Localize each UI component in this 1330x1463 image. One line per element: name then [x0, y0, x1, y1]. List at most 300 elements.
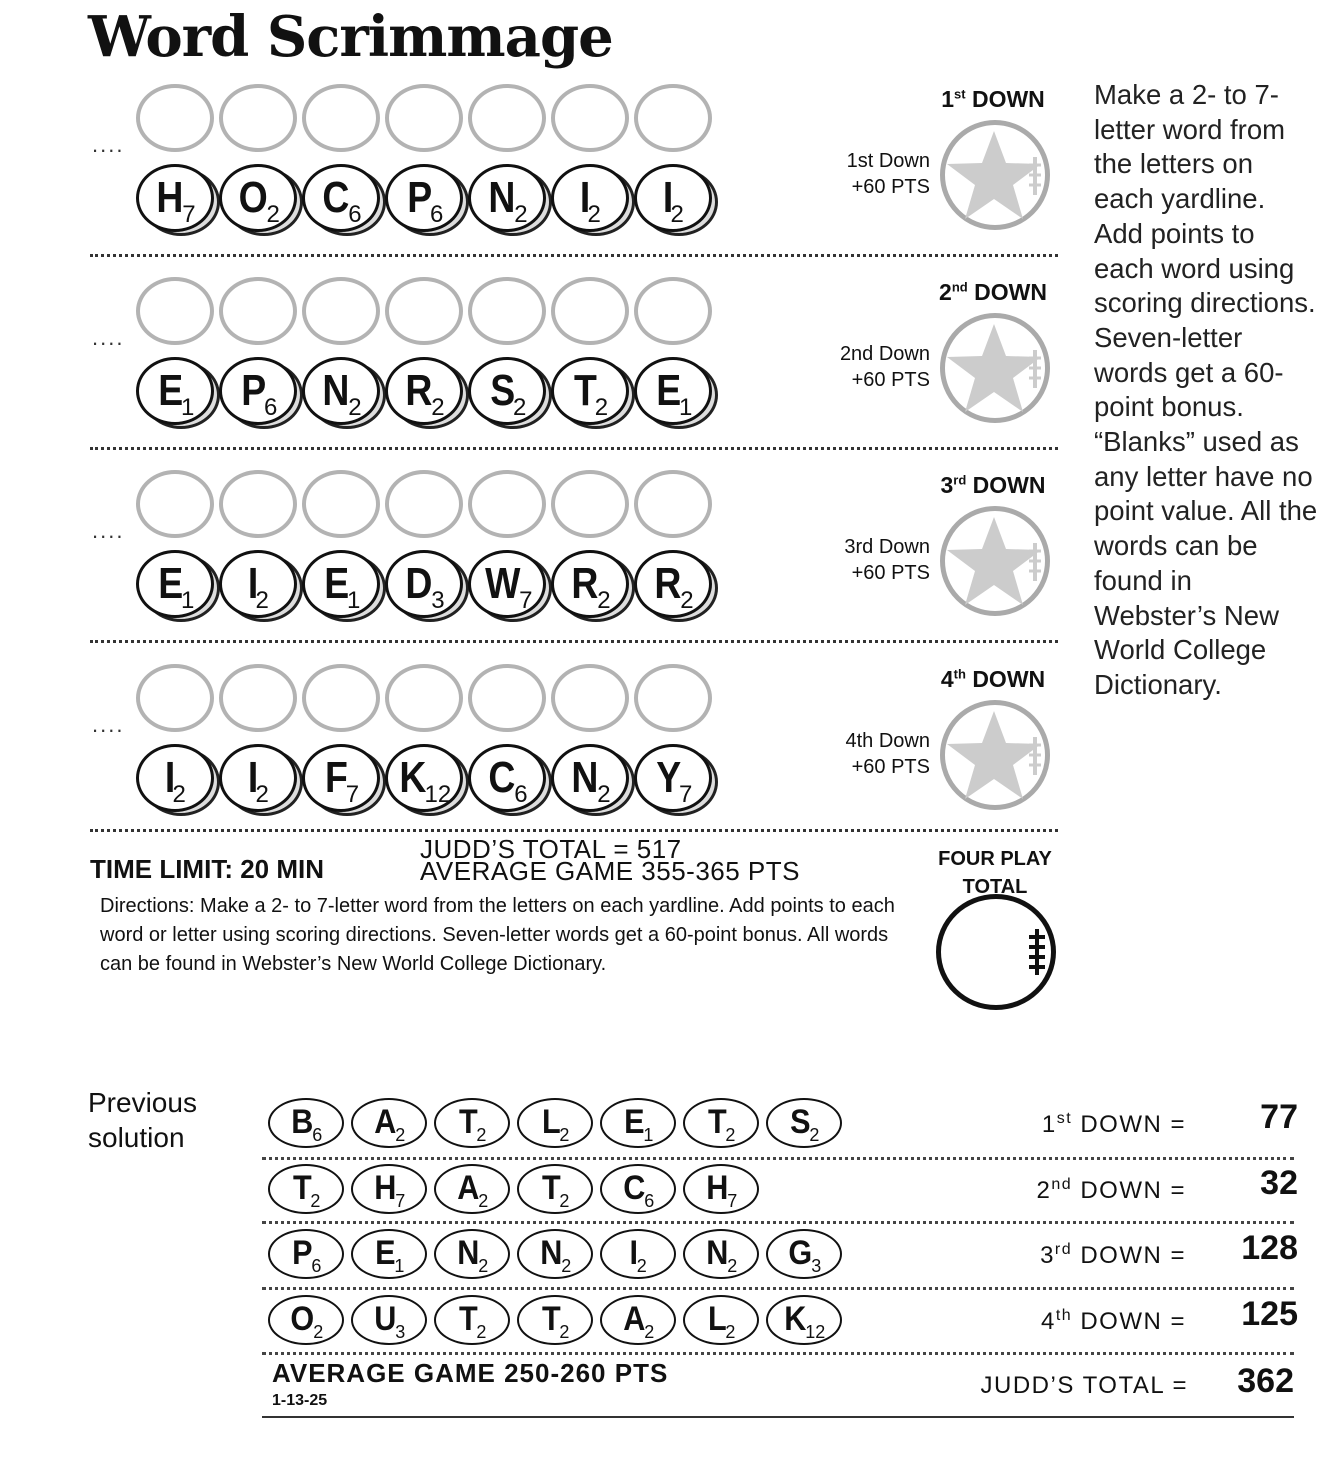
solution-down-number: 4 [1040, 1308, 1056, 1335]
yardline-separator [90, 254, 1058, 257]
solution-tile [268, 1295, 344, 1345]
solution-tile-value: 2 [725, 1322, 736, 1342]
solution-judd-score: 362 [1237, 1362, 1294, 1400]
tile-letter: F [324, 753, 348, 802]
solution-down-score: 32 [1260, 1164, 1298, 1202]
solution-row-4 [268, 1295, 1298, 1355]
solution-tile-letter: K [783, 1300, 807, 1338]
solution-down-label [1042, 1110, 1186, 1139]
solution-tile-letter: I [629, 1234, 639, 1272]
down-ordinal: nd [951, 279, 968, 295]
letter-tile[interactable] [385, 164, 465, 234]
down-number: 1 [941, 86, 954, 112]
solution-tile-value: 2 [478, 1191, 489, 1211]
solution-tile [434, 1098, 510, 1148]
tile-value: 2 [597, 587, 611, 614]
tile-face [302, 357, 380, 425]
solution-tile-letter: T [458, 1300, 478, 1338]
down-score-input[interactable] [940, 120, 1050, 230]
down-bonus-label [810, 534, 930, 586]
judd-total-block [420, 834, 800, 886]
down-bonus-label [810, 728, 930, 780]
solution-tile-value: 2 [636, 1256, 647, 1276]
solution-tile-value: 2 [559, 1191, 570, 1211]
tile-value: 2 [266, 201, 280, 228]
answer-slot[interactable] [302, 84, 380, 152]
letter-tile[interactable] [219, 744, 299, 814]
tile-value: 6 [348, 201, 362, 228]
solution-tile-value: 2 [561, 1256, 572, 1276]
letter-tile[interactable] [302, 744, 382, 814]
tile-value: 7 [679, 781, 693, 808]
tile-letter: K [399, 753, 427, 802]
tile-face [634, 164, 712, 232]
row-leader-dots: .... [92, 518, 125, 543]
solution-tile-letter: G [788, 1234, 812, 1272]
four-play-total-input[interactable] [936, 894, 1056, 1010]
solution-down-number: 1 [1041, 1111, 1057, 1138]
solution-tile-value: 2 [809, 1125, 820, 1145]
tile-value: 3 [431, 587, 445, 614]
solution-tile-letter: B [290, 1103, 314, 1141]
solution-tile [517, 1295, 593, 1345]
letter-tiles [136, 164, 717, 234]
tile-face [219, 164, 297, 232]
letter-tile[interactable] [136, 357, 216, 427]
tile-face [219, 550, 297, 618]
tile-letter: N [322, 366, 350, 415]
solution-down-label [1041, 1307, 1186, 1336]
answer-slot[interactable] [136, 470, 214, 538]
solution-tile [766, 1098, 842, 1148]
previous-line: Previous [88, 1087, 197, 1118]
solution-tile-letter: N [539, 1234, 563, 1272]
letter-tile[interactable] [468, 164, 548, 234]
letter-tile[interactable] [468, 550, 548, 620]
answer-slot[interactable] [468, 84, 546, 152]
tile-face [551, 550, 629, 618]
down-score-input[interactable] [940, 506, 1050, 616]
tile-face [385, 744, 463, 812]
row-leader-dots: .... [92, 712, 125, 737]
solution-tile-value: 2 [476, 1125, 487, 1145]
tile-letter: W [484, 559, 520, 608]
solution-tile-letter: E [623, 1103, 645, 1141]
tile-letter: R [405, 366, 433, 415]
letter-tile[interactable] [219, 357, 299, 427]
down-label: 2nd Down [839, 343, 930, 365]
yardline-separator [90, 829, 1058, 832]
tile-face [634, 744, 712, 812]
letter-tile[interactable] [468, 744, 548, 814]
solution-tile [268, 1229, 344, 1279]
solution-tile-value: 2 [559, 1322, 570, 1342]
judd-total: JUDD’S TOTAL = 517 [420, 834, 682, 864]
tile-face [136, 357, 214, 425]
solution-down-score: 128 [1241, 1229, 1298, 1267]
down-word: DOWN [972, 472, 1046, 498]
solution-tile [268, 1098, 344, 1148]
solution-tile-letter: O [290, 1300, 314, 1338]
tile-value: 7 [182, 201, 196, 228]
tile-value: 1 [347, 587, 361, 614]
total-line: TOTAL [962, 876, 1028, 898]
letter-tile[interactable] [136, 164, 216, 234]
tile-value: 2 [255, 781, 269, 808]
tile-value: 1 [181, 394, 195, 421]
solution-down-word: DOWN = [1080, 1111, 1186, 1138]
solution-tile-letter: T [541, 1169, 561, 1207]
letter-tile[interactable] [468, 357, 548, 427]
down-bonus: +60 PTS [851, 756, 930, 778]
solution-tile-value: 1 [394, 1256, 405, 1276]
solution-down-score: 125 [1241, 1295, 1298, 1333]
row-leader-dots: .... [92, 132, 125, 157]
solution-down-word: DOWN = [1080, 1242, 1186, 1269]
tile-value: 6 [264, 394, 278, 421]
tile-value: 7 [345, 781, 360, 808]
answer-slot[interactable] [634, 664, 712, 732]
solution-separator [262, 1352, 1294, 1355]
solution-down-word: DOWN = [1080, 1177, 1186, 1204]
letter-tile[interactable] [385, 550, 465, 620]
down-number: 4 [940, 666, 954, 692]
solution-row-2 [268, 1164, 1298, 1224]
letter-tile[interactable] [302, 164, 382, 234]
solution-tile-letter: N [456, 1234, 480, 1272]
solution-tile-value: 2 [644, 1322, 655, 1342]
tile-letter: E [323, 559, 349, 608]
solution-tile [351, 1229, 427, 1279]
letter-tile[interactable] [551, 357, 631, 427]
solution-down-label [1037, 1176, 1187, 1205]
solution-tile-letter: U [373, 1300, 397, 1338]
tile-value: 1 [679, 394, 693, 421]
letter-tile[interactable] [634, 357, 714, 427]
letter-tile[interactable] [634, 164, 714, 234]
tile-face [385, 357, 463, 425]
solution-tile-letter: L [707, 1300, 727, 1338]
tile-letter: E [157, 366, 183, 415]
solution-tile-letter: H [373, 1169, 397, 1207]
solution-line: solution [88, 1122, 185, 1153]
solution-tile-value: 7 [727, 1191, 738, 1211]
solution-tile-letter: H [705, 1169, 729, 1207]
solution-down-word: DOWN = [1080, 1308, 1186, 1335]
answer-slot[interactable] [551, 664, 629, 732]
down-bonus: +60 PTS [851, 562, 930, 584]
solution-separator [262, 1221, 1294, 1224]
solution-down-ordinal: th [1055, 1307, 1073, 1324]
solution-down-label [1040, 1241, 1186, 1270]
tile-value: 1 [181, 587, 195, 614]
letter-tile[interactable] [551, 744, 631, 814]
solution-tile [517, 1164, 593, 1214]
answer-slot[interactable] [385, 470, 463, 538]
star-football-icon [945, 705, 1045, 805]
down-number: 3 [940, 472, 954, 498]
solution-tile-letter: T [458, 1103, 478, 1141]
letter-tile[interactable] [136, 550, 216, 620]
answer-slot[interactable] [385, 84, 463, 152]
tile-value: 2 [513, 394, 527, 421]
tile-value: 6 [514, 781, 528, 808]
solution-tile-value: 3 [395, 1322, 406, 1342]
previous-solution-label [88, 1085, 197, 1155]
solution-down-number: 3 [1040, 1242, 1055, 1269]
time-limit: TIME LIMIT: 20 MIN [90, 854, 324, 884]
tile-letter: I [248, 753, 259, 802]
play-row-2 [0, 277, 1060, 457]
down-heading [928, 279, 1058, 306]
solution-tile-letter: T [707, 1103, 727, 1141]
solution-tile [683, 1295, 759, 1345]
down-ordinal: st [954, 86, 966, 102]
down-heading [928, 86, 1058, 113]
tile-value: 2 [670, 201, 684, 228]
tile-letter: H [156, 173, 184, 222]
letter-tile[interactable] [219, 550, 299, 620]
yardline-separator [90, 640, 1058, 643]
bottom-rule [262, 1416, 1294, 1418]
down-score-input[interactable] [940, 313, 1050, 423]
solution-down-ordinal: nd [1051, 1176, 1073, 1193]
tile-face [551, 357, 629, 425]
letter-tile[interactable] [302, 550, 382, 620]
tile-face [551, 164, 629, 232]
letter-tile[interactable] [219, 164, 299, 234]
down-bonus-label [810, 148, 930, 200]
answer-slot[interactable] [468, 470, 546, 538]
tile-face [302, 744, 380, 812]
solution-tile-value: 7 [395, 1191, 406, 1211]
solution-tile-value: 2 [313, 1322, 324, 1342]
star-football-icon [945, 511, 1045, 611]
tile-face [385, 164, 463, 232]
four-play-total-label [930, 845, 1060, 901]
four-play-line: FOUR PLAY [938, 848, 1052, 870]
row-leader-dots: .... [92, 325, 125, 350]
letter-tile[interactable] [551, 164, 631, 234]
down-bonus: +60 PTS [851, 369, 930, 391]
solution-average-game: AVERAGE GAME 250-260 PTS [272, 1358, 669, 1388]
down-word: DOWN [971, 86, 1045, 112]
solution-date: 1-13-25 [272, 1392, 328, 1409]
solution-tile [600, 1164, 676, 1214]
answer-slots [136, 470, 717, 538]
solution-tile-letter: A [622, 1300, 646, 1338]
tile-face [634, 357, 712, 425]
average-game: AVERAGE GAME 355-365 PTS [420, 856, 800, 886]
tile-value: 12 [424, 781, 452, 808]
solution-row-1 [268, 1098, 1298, 1158]
tile-face [219, 744, 297, 812]
solution-tile-value: 2 [476, 1322, 487, 1342]
solution-tile-letter: T [292, 1169, 312, 1207]
solution-tile [600, 1295, 676, 1345]
solution-tile [268, 1164, 344, 1214]
tile-letter: D [405, 559, 433, 608]
solution-tile [683, 1098, 759, 1148]
solution-tile [766, 1229, 842, 1279]
answer-slot[interactable] [468, 664, 546, 732]
letter-tile[interactable] [385, 744, 465, 814]
tile-value: 2 [255, 587, 269, 614]
answer-slot[interactable] [551, 277, 629, 345]
letter-tile[interactable] [634, 744, 714, 814]
solution-down-ordinal: st [1056, 1110, 1073, 1127]
yardline-separator [90, 447, 1058, 450]
down-word: DOWN [974, 279, 1047, 305]
solution-tile-value: 2 [727, 1256, 738, 1276]
down-label: 1st Down [846, 150, 930, 172]
letter-tiles [136, 744, 717, 814]
tile-value: 2 [587, 201, 601, 228]
tile-letter: E [655, 366, 681, 415]
answer-slot[interactable] [302, 277, 380, 345]
answer-slot[interactable] [219, 664, 297, 732]
answer-slot[interactable] [634, 277, 712, 345]
answer-slot[interactable] [219, 84, 297, 152]
answer-slot[interactable] [302, 470, 380, 538]
tile-letter: C [488, 753, 516, 802]
letter-tile[interactable] [634, 550, 714, 620]
tile-face [468, 164, 546, 232]
tile-value: 6 [430, 201, 444, 228]
tile-letter: O [238, 173, 268, 222]
answer-slot[interactable] [385, 277, 463, 345]
letter-tiles [136, 357, 717, 427]
tile-face [385, 550, 463, 618]
solution-tile [434, 1164, 510, 1214]
answer-slot[interactable] [136, 84, 214, 152]
directions-text: Directions: Make a 2- to 7-letter word from the letters on each yardline. Add points to each word or letter using scoring directions. Seven-letter words get a 60-point bonus. All words can be found in Webster’s New World College Dictionary. [100, 895, 895, 975]
solution-tile-letter: A [456, 1169, 480, 1207]
answer-slot[interactable] [551, 84, 629, 152]
down-bonus-label [810, 341, 930, 393]
solution-tile-letter: L [541, 1103, 561, 1141]
answer-slot[interactable] [634, 470, 712, 538]
tile-face [551, 744, 629, 812]
solution-tile [683, 1229, 759, 1279]
answer-slot[interactable] [219, 470, 297, 538]
answer-slots [136, 664, 717, 732]
solution-tile [434, 1229, 510, 1279]
tile-value: 7 [519, 587, 533, 614]
solution-tile-value: 2 [725, 1125, 736, 1145]
solution-tile-letter: N [705, 1234, 729, 1272]
star-football-icon [945, 125, 1045, 225]
down-ordinal: rd [953, 472, 967, 488]
solution-tile [517, 1098, 593, 1148]
tile-face [136, 744, 214, 812]
solution-tile-value: 2 [559, 1125, 570, 1145]
down-ordinal: th [953, 666, 966, 682]
solution-down-score: 77 [1260, 1098, 1298, 1136]
solution-down-ordinal: rd [1054, 1241, 1073, 1258]
tile-letter: E [157, 559, 183, 608]
solution-tile [766, 1295, 842, 1345]
solution-separator [262, 1287, 1294, 1290]
tile-letter: S [489, 366, 515, 415]
tile-face [136, 550, 214, 618]
solution-tile-letter: A [373, 1103, 397, 1141]
solution-tile [517, 1229, 593, 1279]
tile-face [468, 357, 546, 425]
solution-tile-letter: C [622, 1169, 646, 1207]
solution-tile-letter: T [541, 1300, 561, 1338]
down-score-input[interactable] [940, 700, 1050, 810]
answer-slots [136, 84, 717, 152]
solution-down-number: 2 [1036, 1177, 1052, 1204]
down-label: 3rd Down [844, 536, 930, 558]
solution-tile-value: 12 [805, 1322, 826, 1342]
answer-slot[interactable] [302, 664, 380, 732]
play-row-4 [0, 664, 1060, 844]
answer-slot[interactable] [634, 84, 712, 152]
tile-letter: I [165, 753, 176, 802]
tile-letter: N [571, 753, 599, 802]
answer-slot[interactable] [219, 277, 297, 345]
solution-tile [600, 1098, 676, 1148]
answer-slot[interactable] [136, 277, 214, 345]
solution-tile-letter: E [374, 1234, 396, 1272]
solution-tile-letter: P [291, 1234, 313, 1272]
answer-slot[interactable] [136, 664, 214, 732]
solution-tile [351, 1164, 427, 1214]
puzzle-title: Word Scrimmage [88, 4, 613, 70]
star-football-icon [945, 318, 1045, 418]
tile-letter: P [240, 366, 266, 415]
down-number: 2 [939, 279, 952, 305]
letter-tile[interactable] [551, 550, 631, 620]
solution-tile-value: 3 [811, 1256, 822, 1276]
solution-tile-value: 1 [643, 1125, 654, 1145]
down-bonus: +60 PTS [851, 176, 930, 198]
sidebar-instructions: Make a 2- to 7-letter word from the letters on each yardline. Add points to each word using scoring directions. Seven-letter words get a 60-point bonus. “Blanks” used as any letter have no point value. All the words can be found in Webster’s New World College Dictionary. [1094, 79, 1318, 700]
solution-tile-value: 6 [311, 1256, 322, 1276]
answer-slot[interactable] [468, 277, 546, 345]
tile-face [302, 164, 380, 232]
tile-letter: R [571, 559, 599, 608]
down-word: DOWN [972, 666, 1046, 692]
answer-slot[interactable] [551, 470, 629, 538]
solution-tile [351, 1295, 427, 1345]
solution-tile [683, 1164, 759, 1214]
solution-row-3 [268, 1229, 1298, 1289]
answer-slot[interactable] [385, 664, 463, 732]
tile-letter: R [654, 559, 682, 608]
solution-tile [600, 1229, 676, 1279]
play-row-1 [0, 84, 1060, 264]
letter-tile[interactable] [385, 357, 465, 427]
down-label: 4th Down [845, 730, 930, 752]
tile-letter: I [663, 173, 674, 222]
letter-tile[interactable] [136, 744, 216, 814]
down-heading [928, 472, 1058, 499]
tile-face [634, 550, 712, 618]
tile-value: 2 [431, 394, 445, 421]
down-heading [928, 666, 1058, 693]
football-laces-icon [941, 899, 1051, 1005]
tile-letter: Y [655, 753, 681, 802]
letter-tile[interactable] [302, 357, 382, 427]
solution-tile-value: 2 [395, 1125, 406, 1145]
solution-tile-value: 6 [644, 1191, 655, 1211]
solution-tile [434, 1295, 510, 1345]
answer-slots [136, 277, 717, 345]
solution-tile-value: 2 [310, 1191, 321, 1211]
